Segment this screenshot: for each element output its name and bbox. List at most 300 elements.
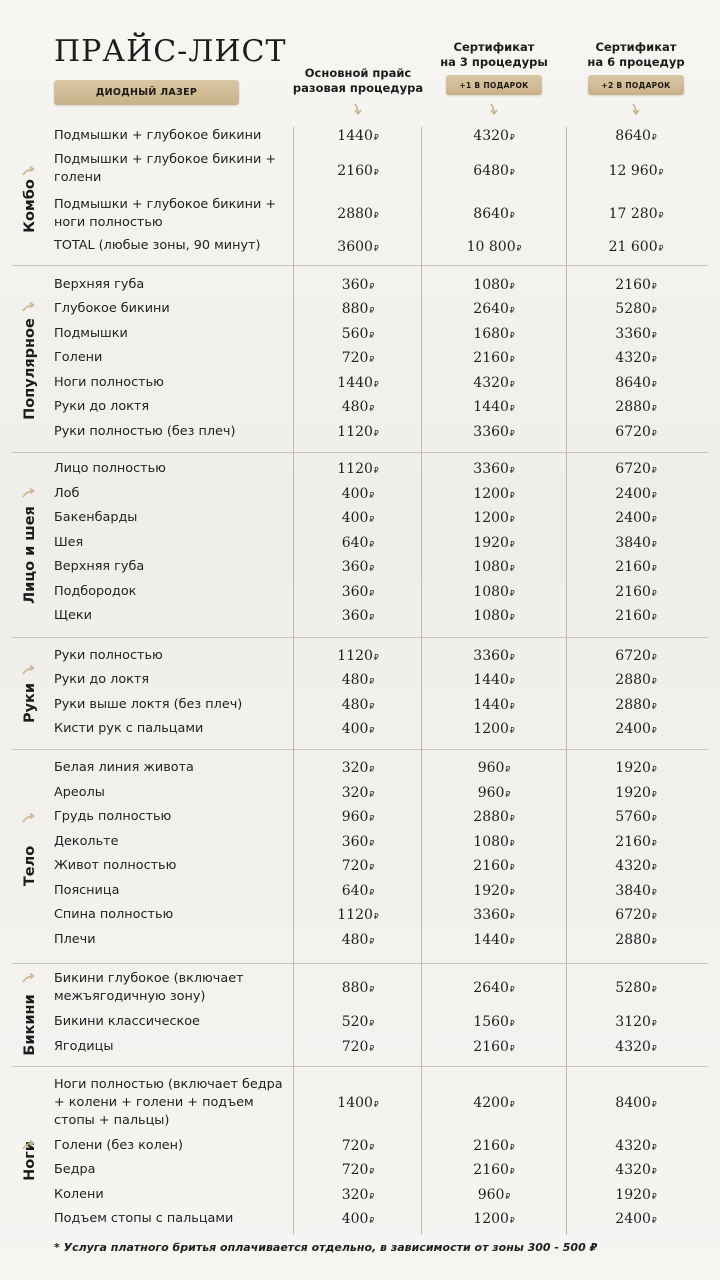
gift-badge-cert6: +2 В ПОДАРОК — [588, 75, 684, 95]
ruble-sign: ₽ — [509, 1143, 515, 1152]
price-value: 2880 — [615, 672, 651, 688]
ruble-sign: ₽ — [651, 863, 657, 872]
service-name: TOTAL (любые зоны, 90 минут) — [54, 238, 261, 253]
ruble-sign: ₽ — [509, 985, 515, 994]
price-value: 1400 — [337, 1095, 373, 1111]
service-name: Ноги полностью (включает бедра + колени + голени + подъем стопы + пальцы) — [54, 1077, 283, 1128]
price-value: 2880 — [473, 809, 509, 825]
price-row — [0, 1137, 720, 1155]
price-value: 2160 — [337, 163, 373, 179]
price-value: 8640 — [473, 206, 509, 222]
price-cert6 — [576, 1162, 696, 1178]
ruble-sign: ₽ — [505, 1192, 511, 1201]
price-value: 1920 — [473, 535, 509, 551]
price-value: 360 — [341, 584, 369, 600]
ruble-sign: ₽ — [651, 540, 657, 549]
price-cert3 — [434, 375, 554, 391]
price-base — [298, 399, 418, 415]
price-value: 12 960 — [608, 163, 658, 179]
section-label: Комбо — [22, 179, 38, 233]
price-row — [0, 784, 720, 802]
price-value: 3360 — [473, 907, 509, 923]
price-value: 2640 — [473, 980, 509, 996]
price-row — [0, 1186, 720, 1204]
ruble-sign: ₽ — [509, 912, 515, 921]
price-value: 2160 — [615, 608, 651, 624]
price-value: 3360 — [473, 648, 509, 664]
section-divider — [12, 963, 708, 964]
service-name: Подмышки — [54, 326, 128, 341]
ruble-sign: ₽ — [509, 863, 515, 872]
footnote: * Услуга платного бритья оплачивается отдельно, в зависимости от зоны 300 - 500 ₽ — [54, 1241, 598, 1254]
price-value: 6720 — [615, 424, 651, 440]
price-cert3 — [434, 326, 554, 342]
service-name: Бикини классическое — [54, 1014, 200, 1029]
price-cert3 — [434, 163, 554, 179]
ruble-sign: ₽ — [651, 466, 657, 475]
ruble-sign: ₽ — [651, 1143, 657, 1152]
ruble-sign: ₽ — [651, 702, 657, 711]
price-value: 640 — [341, 883, 369, 899]
ruble-sign: ₽ — [369, 282, 375, 291]
service-name: Кисти рук с пальцами — [54, 721, 204, 736]
ruble-sign: ₽ — [651, 380, 657, 389]
ruble-sign: ₽ — [505, 765, 511, 774]
ruble-sign: ₽ — [369, 863, 375, 872]
ruble-sign: ₽ — [651, 1216, 657, 1225]
price-cert6 — [576, 1211, 696, 1227]
price-cert6 — [576, 1187, 696, 1203]
ruble-sign: ₽ — [509, 888, 515, 897]
ruble-sign: ₽ — [369, 790, 375, 799]
ruble-sign: ₽ — [509, 726, 515, 735]
ruble-sign: ₽ — [509, 589, 515, 598]
ruble-sign: ₽ — [658, 211, 664, 220]
ruble-sign: ₽ — [651, 937, 657, 946]
service-name: Верхняя губа — [54, 559, 145, 574]
price-cert6 — [576, 785, 696, 801]
ruble-sign: ₽ — [373, 133, 379, 142]
price-row — [0, 276, 720, 294]
price-value: 2160 — [615, 834, 651, 850]
price-value: 2880 — [615, 697, 651, 713]
price-row — [0, 325, 720, 343]
price-cert3 — [434, 535, 554, 551]
price-value: 2400 — [615, 1211, 651, 1227]
price-row — [0, 720, 720, 738]
price-value: 4320 — [615, 1138, 651, 1154]
ruble-sign: ₽ — [369, 1019, 375, 1028]
arrow-down-icon — [353, 103, 363, 115]
ruble-sign: ₽ — [509, 540, 515, 549]
price-cert6 — [576, 584, 696, 600]
service-name: Декольте — [54, 834, 119, 849]
price-value: 10 800 — [466, 238, 516, 255]
price-value: 960 — [341, 809, 369, 825]
price-value: 1120 — [337, 424, 373, 440]
ruble-sign: ₽ — [651, 589, 657, 598]
service-name: Спина полностью — [54, 907, 174, 922]
price-base — [298, 461, 418, 477]
price-value: 2880 — [615, 932, 651, 948]
price-base — [298, 672, 418, 688]
service-name: Живот полностью — [54, 858, 177, 873]
price-value: 960 — [477, 760, 505, 776]
ruble-sign: ₽ — [369, 491, 375, 500]
price-value: 4200 — [473, 1095, 509, 1111]
ruble-sign: ₽ — [651, 515, 657, 524]
ruble-sign: ₽ — [651, 1044, 657, 1053]
ruble-sign: ₽ — [651, 790, 657, 799]
ruble-sign: ₽ — [369, 937, 375, 946]
price-cert6 — [576, 672, 696, 688]
service-name: Руки до локтя — [54, 672, 150, 687]
price-row — [0, 300, 720, 318]
ruble-sign: ₽ — [509, 380, 515, 389]
price-cert6 — [576, 375, 696, 391]
service-name: Руки выше локтя (без плеч) — [54, 697, 243, 712]
price-base — [298, 608, 418, 624]
section-label: Ноги — [22, 1140, 38, 1181]
price-value: 400 — [341, 1211, 369, 1227]
ruble-sign: ₽ — [651, 355, 657, 364]
price-base — [298, 1162, 418, 1178]
ruble-sign: ₽ — [509, 355, 515, 364]
price-cert3 — [434, 1211, 554, 1227]
price-value: 1920 — [615, 760, 651, 776]
ruble-sign: ₽ — [651, 133, 657, 142]
service-name: Шея — [54, 535, 84, 550]
price-cert3 — [434, 1162, 554, 1178]
price-value: 3840 — [615, 883, 651, 899]
price-value: 480 — [341, 697, 369, 713]
laser-type-badge: ДИОДНЫЙ ЛАЗЕР — [54, 80, 239, 105]
ruble-sign: ₽ — [509, 282, 515, 291]
ruble-sign: ₽ — [509, 515, 515, 524]
price-row — [0, 696, 720, 714]
ruble-sign: ₽ — [651, 564, 657, 573]
ruble-sign: ₽ — [373, 243, 379, 253]
ruble-sign: ₽ — [509, 1044, 515, 1053]
price-cert6 — [576, 163, 696, 179]
price-value: 6480 — [473, 163, 509, 179]
price-value: 21 600 — [608, 238, 658, 255]
price-value: 2400 — [615, 721, 651, 737]
service-name: Руки до локтя — [54, 399, 150, 414]
price-value: 1560 — [473, 1014, 509, 1030]
ruble-sign: ₽ — [369, 814, 375, 823]
ruble-sign: ₽ — [369, 677, 375, 686]
ruble-sign: ₽ — [509, 306, 515, 315]
price-cert3 — [434, 424, 554, 440]
price-cert3 — [434, 648, 554, 664]
service-name: Щеки — [54, 608, 92, 623]
ruble-sign: ₽ — [509, 702, 515, 711]
service-name: Поясница — [54, 883, 120, 898]
price-value: 2160 — [473, 1138, 509, 1154]
ruble-sign: ₽ — [651, 404, 657, 413]
price-cert3 — [434, 301, 554, 317]
price-cert3 — [434, 206, 554, 222]
price-cert6 — [576, 206, 696, 222]
service-name: Грудь полностью — [54, 809, 172, 824]
ruble-sign: ₽ — [651, 653, 657, 662]
price-value: 6720 — [615, 461, 651, 477]
ruble-sign: ₽ — [509, 1216, 515, 1225]
price-value: 2160 — [473, 858, 509, 874]
ruble-sign: ₽ — [369, 515, 375, 524]
ruble-sign: ₽ — [369, 306, 375, 315]
price-value: 8640 — [615, 375, 651, 391]
price-value: 2400 — [615, 510, 651, 526]
price-value: 3840 — [615, 535, 651, 551]
service-name: Верхняя губа — [54, 277, 145, 292]
price-row — [0, 583, 720, 601]
price-value: 560 — [341, 326, 369, 342]
ruble-sign: ₽ — [516, 243, 522, 253]
ruble-sign: ₽ — [509, 491, 515, 500]
price-row — [0, 607, 720, 625]
price-value: 3120 — [615, 1014, 651, 1030]
service-name: Белая линия живота — [54, 760, 194, 775]
price-value: 1440 — [473, 672, 509, 688]
ruble-sign: ₽ — [651, 765, 657, 774]
price-cert6 — [576, 1039, 696, 1055]
price-row — [0, 759, 720, 777]
price-base — [298, 1095, 418, 1111]
arrow-down-icon — [489, 103, 499, 115]
column-header-base-line1: Основной прайс — [304, 66, 412, 80]
service-name: Подмышки + глубокое бикини + голени — [54, 152, 277, 185]
service-name: Руки полностью — [54, 648, 163, 663]
price-cert6 — [576, 760, 696, 776]
price-value: 400 — [341, 510, 369, 526]
price-value: 320 — [341, 760, 369, 776]
price-value: 1200 — [473, 510, 509, 526]
price-value: 1120 — [337, 461, 373, 477]
ruble-sign: ₽ — [651, 331, 657, 340]
arrow-down-icon — [631, 103, 641, 115]
price-value: 2160 — [615, 559, 651, 575]
price-cert6 — [576, 932, 696, 948]
price-value: 8640 — [615, 128, 651, 144]
price-value: 1680 — [473, 326, 509, 342]
price-value: 1120 — [337, 648, 373, 664]
column-header-base — [288, 66, 428, 96]
price-base — [298, 760, 418, 776]
price-cert3 — [434, 834, 554, 850]
gift-badge-cert3: +1 В ПОДАРОК — [446, 75, 542, 95]
ruble-sign: ₽ — [509, 1167, 515, 1176]
service-name: Подмышки + глубокое бикини + ноги полностью — [54, 197, 277, 230]
price-row — [0, 374, 720, 392]
service-name: Бикини глубокое (включает межъягодичную зону) — [54, 971, 244, 1004]
price-value: 6720 — [615, 907, 651, 923]
ruble-sign: ₽ — [509, 653, 515, 662]
ruble-sign: ₽ — [369, 589, 375, 598]
price-value: 4320 — [615, 350, 651, 366]
price-cert3 — [434, 760, 554, 776]
ruble-sign: ₽ — [651, 1192, 657, 1201]
price-cert3 — [434, 239, 554, 255]
price-cert6 — [576, 1014, 696, 1030]
section-label: Руки — [22, 682, 38, 724]
price-base — [298, 424, 418, 440]
price-base — [298, 128, 418, 144]
price-value: 1080 — [473, 608, 509, 624]
price-value: 1920 — [615, 785, 651, 801]
price-base — [298, 932, 418, 948]
service-name: Руки полностью (без плеч) — [54, 424, 236, 439]
ruble-sign: ₽ — [651, 912, 657, 921]
price-cert3 — [434, 350, 554, 366]
price-cert3 — [434, 907, 554, 923]
price-value: 5280 — [615, 980, 651, 996]
ruble-sign: ₽ — [509, 133, 515, 142]
section-divider — [12, 1066, 708, 1067]
price-value: 5280 — [615, 301, 651, 317]
ruble-sign: ₽ — [369, 1044, 375, 1053]
price-row — [0, 1076, 720, 1130]
price-base — [298, 721, 418, 737]
price-value: 1080 — [473, 834, 509, 850]
service-name: Ягодицы — [54, 1039, 114, 1054]
ruble-sign: ₽ — [509, 937, 515, 946]
price-row — [0, 671, 720, 689]
price-base — [298, 163, 418, 179]
price-value: 2160 — [615, 584, 651, 600]
price-cert3 — [434, 809, 554, 825]
price-cert6 — [576, 486, 696, 502]
price-value: 2160 — [473, 350, 509, 366]
ruble-sign: ₽ — [651, 613, 657, 622]
column-header-cert3-line1: Сертификат — [453, 40, 535, 54]
ruble-sign: ₽ — [509, 168, 515, 177]
service-name: Лицо полностью — [54, 461, 166, 476]
price-base — [298, 486, 418, 502]
price-value: 4320 — [615, 858, 651, 874]
ruble-sign: ₽ — [369, 404, 375, 413]
price-value: 4320 — [473, 128, 509, 144]
price-base — [298, 350, 418, 366]
price-value: 4320 — [473, 375, 509, 391]
price-cert3 — [434, 785, 554, 801]
section-divider — [12, 452, 708, 453]
price-base — [298, 1187, 418, 1203]
price-value: 640 — [341, 535, 369, 551]
price-value: 2160 — [473, 1162, 509, 1178]
column-header-cert6 — [566, 40, 706, 70]
price-base — [298, 277, 418, 293]
price-value: 720 — [341, 858, 369, 874]
ruble-sign: ₽ — [373, 912, 379, 921]
price-cert6 — [576, 907, 696, 923]
price-base — [298, 883, 418, 899]
ruble-sign: ₽ — [373, 211, 379, 220]
price-value: 960 — [477, 1187, 505, 1203]
price-value: 320 — [341, 785, 369, 801]
price-value: 880 — [341, 301, 369, 317]
service-name: Подмышки + глубокое бикини — [54, 128, 262, 143]
price-row — [0, 970, 720, 1006]
price-row — [0, 127, 720, 145]
price-row — [0, 906, 720, 924]
ruble-sign: ₽ — [651, 1019, 657, 1028]
price-cert3 — [434, 1039, 554, 1055]
price-base — [298, 326, 418, 342]
price-cert3 — [434, 1014, 554, 1030]
ruble-sign: ₽ — [369, 702, 375, 711]
price-base — [298, 1039, 418, 1055]
service-name: Бедра — [54, 1162, 96, 1177]
price-base — [298, 239, 418, 255]
price-cert3 — [434, 399, 554, 415]
price-row — [0, 558, 720, 576]
ruble-sign: ₽ — [369, 1192, 375, 1201]
ruble-sign: ₽ — [509, 1100, 515, 1109]
price-base — [298, 648, 418, 664]
price-base — [298, 697, 418, 713]
price-row — [0, 237, 720, 256]
price-value: 360 — [341, 277, 369, 293]
price-cert6 — [576, 535, 696, 551]
price-value: 1440 — [473, 932, 509, 948]
ruble-sign: ₽ — [651, 429, 657, 438]
price-value: 1440 — [473, 399, 509, 415]
price-value: 360 — [341, 834, 369, 850]
ruble-sign: ₽ — [369, 839, 375, 848]
ruble-sign: ₽ — [369, 1216, 375, 1225]
price-cert6 — [576, 809, 696, 825]
service-name: Ареолы — [54, 785, 105, 800]
price-cert3 — [434, 672, 554, 688]
price-value: 2880 — [337, 206, 373, 222]
price-row — [0, 882, 720, 900]
price-value: 720 — [341, 1162, 369, 1178]
ruble-sign: ₽ — [509, 211, 515, 220]
price-value: 480 — [341, 932, 369, 948]
column-header-cert6-line2: на 6 процедур — [587, 55, 685, 69]
price-value: 2640 — [473, 301, 509, 317]
ruble-sign: ₽ — [369, 726, 375, 735]
price-value: 520 — [341, 1014, 369, 1030]
price-value: 8400 — [615, 1095, 651, 1111]
service-name: Подъем стопы с пальцами — [54, 1211, 234, 1226]
ruble-sign: ₽ — [373, 1100, 379, 1109]
ruble-sign: ₽ — [369, 564, 375, 573]
price-cert6 — [576, 277, 696, 293]
service-name: Глубокое бикини — [54, 301, 170, 316]
ruble-sign: ₽ — [369, 888, 375, 897]
price-value: 1440 — [473, 697, 509, 713]
price-cert3 — [434, 1187, 554, 1203]
section-label: Бикини — [22, 993, 38, 1056]
price-value: 480 — [341, 399, 369, 415]
service-name: Колени — [54, 1187, 104, 1202]
price-value: 880 — [341, 980, 369, 996]
ruble-sign: ₽ — [651, 282, 657, 291]
service-name: Подбородок — [54, 584, 137, 599]
ruble-sign: ₽ — [509, 613, 515, 622]
ruble-sign: ₽ — [369, 1167, 375, 1176]
price-base — [298, 980, 418, 996]
price-base — [298, 1014, 418, 1030]
price-row — [0, 151, 720, 191]
ruble-sign: ₽ — [658, 168, 664, 177]
price-cert6 — [576, 128, 696, 144]
price-cert6 — [576, 697, 696, 713]
ruble-sign: ₽ — [509, 1019, 515, 1028]
